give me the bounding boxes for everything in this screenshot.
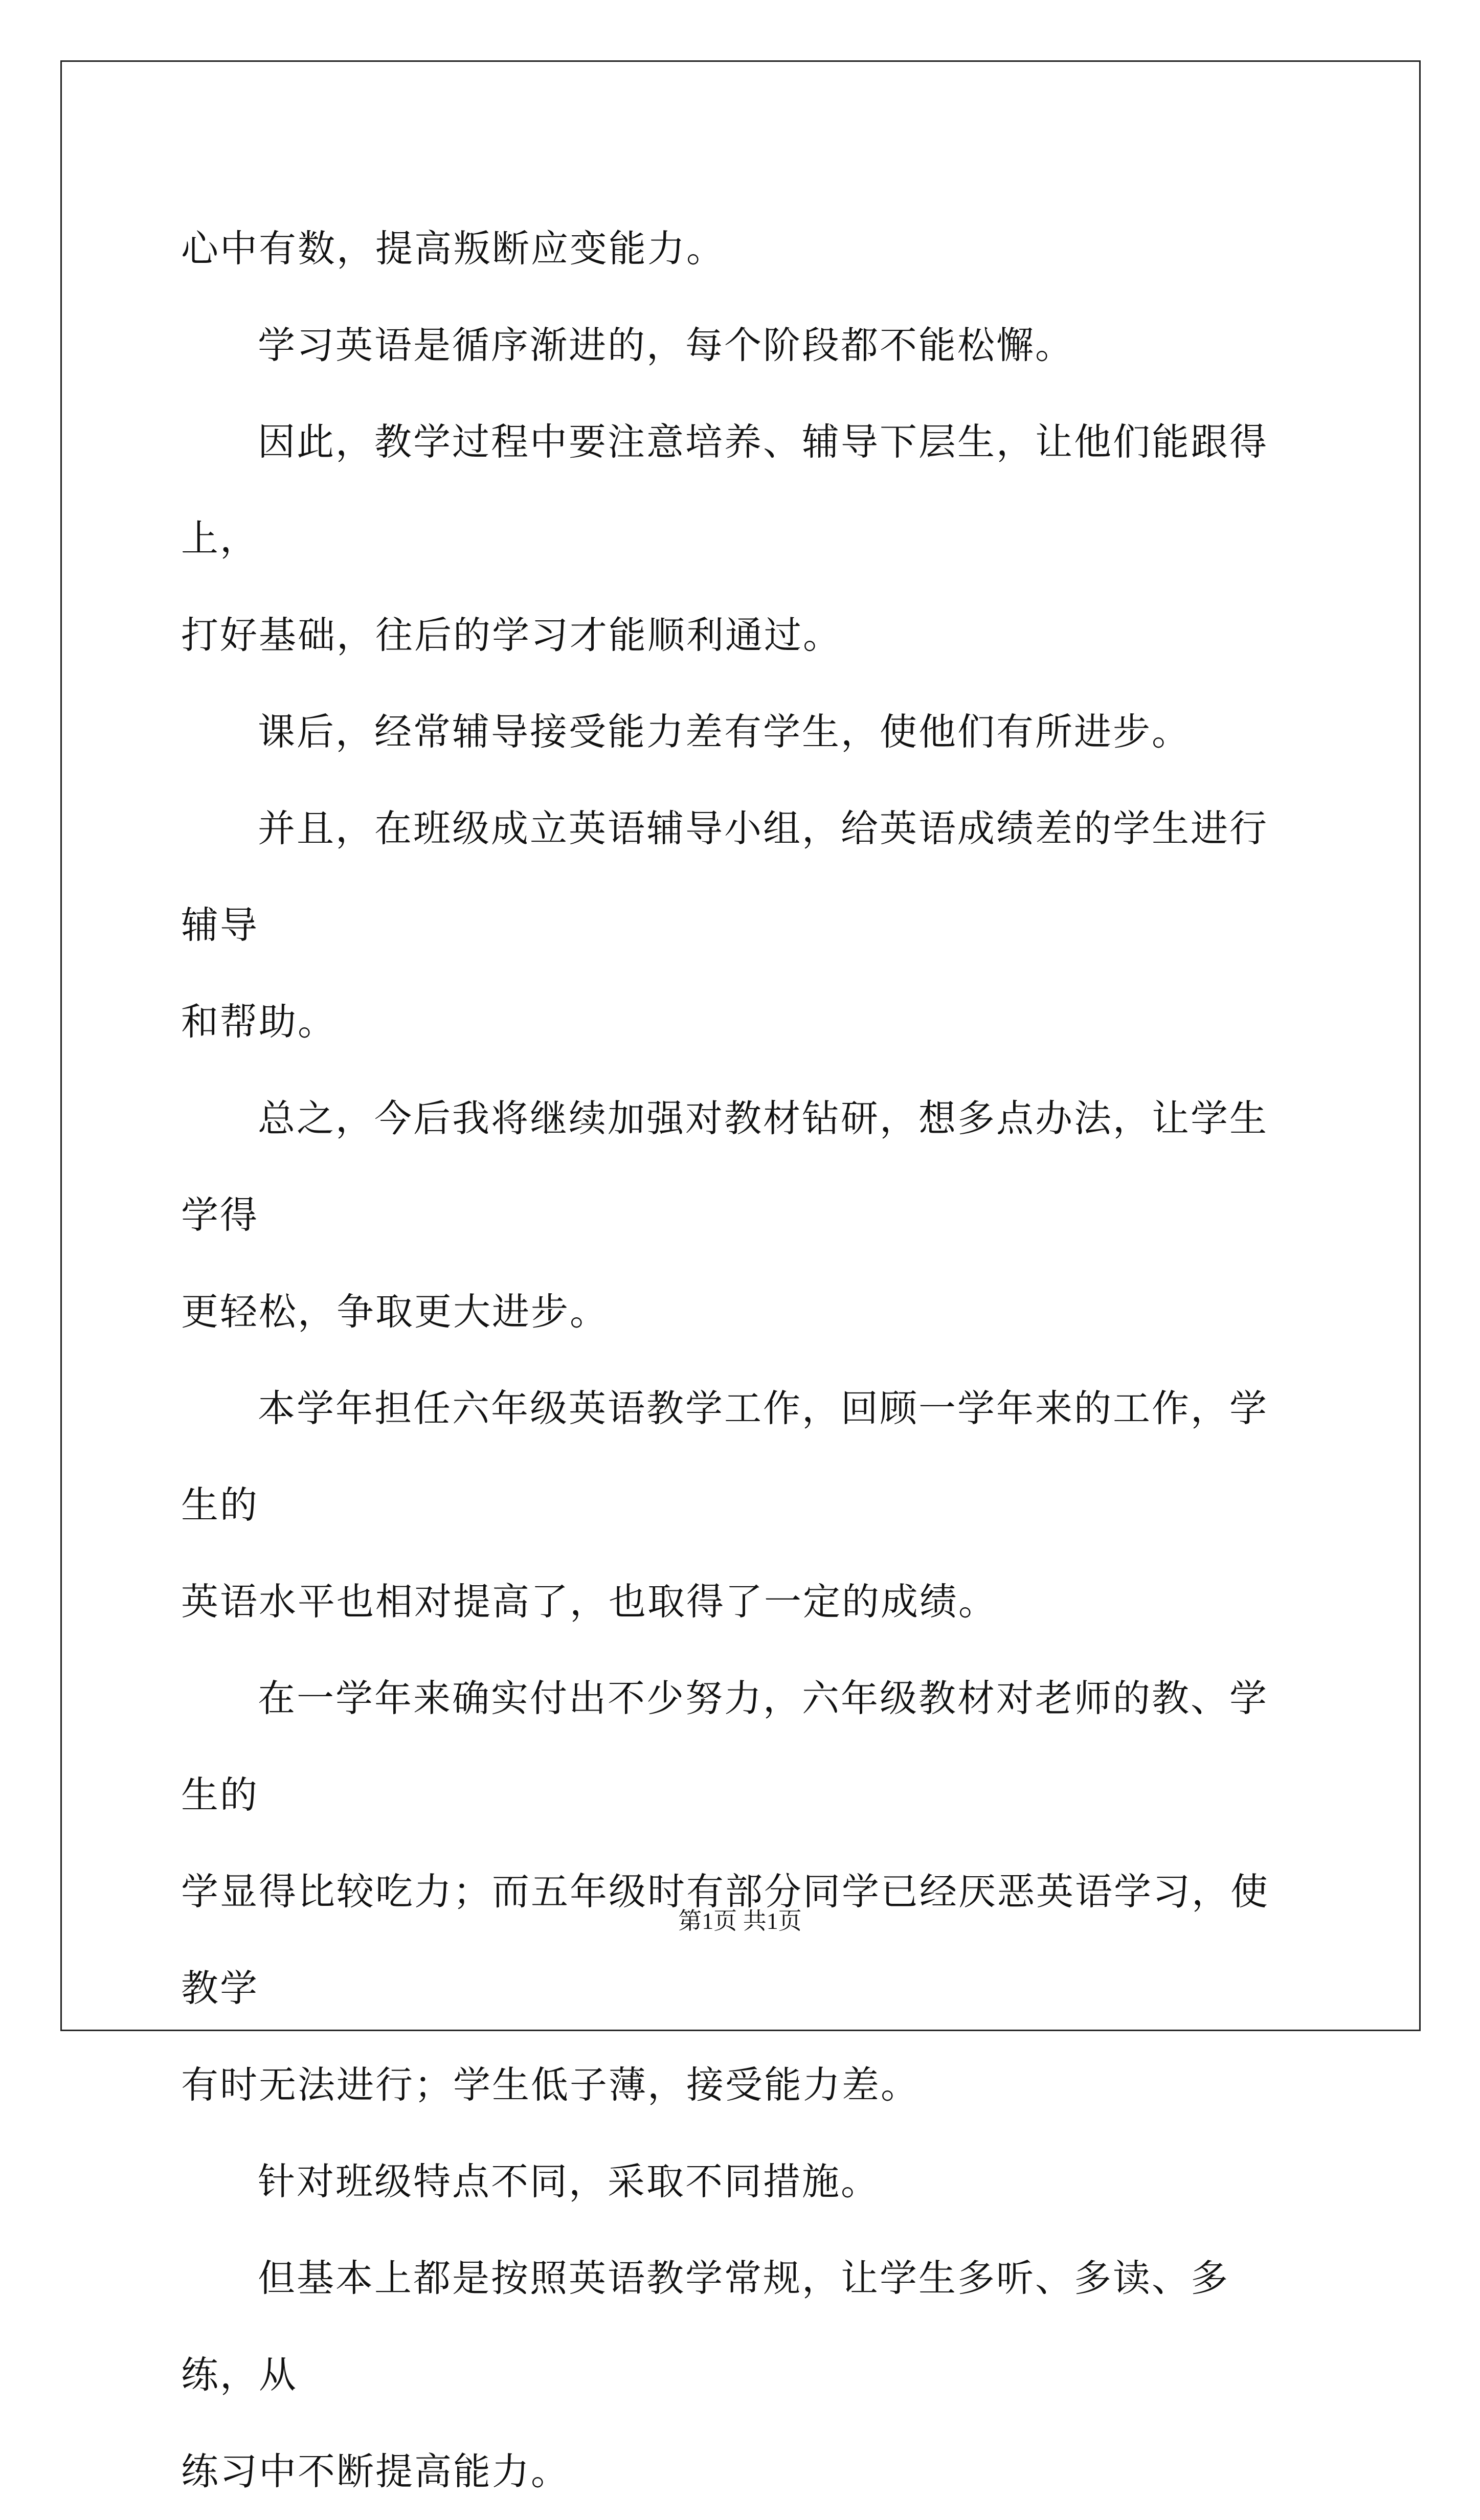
text-line: 学习英语是循序渐进的，每个阶段都不能松懈。 — [258, 324, 1074, 367]
text-line: 但基本上都是按照英语教学常规，让学生多听、多读、多练，从 — [181, 2257, 1229, 2397]
text-line: 总之，今后我将继续加强对教材钻研，想多点办法，让学生学得 — [181, 1097, 1268, 1237]
text-line: 有时无法进行；学生低子薄，接受能力差。 — [181, 2063, 920, 2107]
text-line: 心中有数，提高叛断应变能力。 — [181, 227, 725, 271]
text-line: 本学年担任六年级英语教学工作，回顾一学年来的工作，学生的 — [181, 1387, 1268, 1527]
text-line: 因此，教学过程中要注意培养、辅导下层生，让他们能跟得上， — [181, 420, 1268, 560]
text-line: 英语水平也相对提高了，也取得了一定的成绩。 — [181, 1580, 997, 1624]
text-line: 打好基础，往后的学习才能顺利通过。 — [181, 614, 842, 657]
text-line: 并且，在班级成立英语辅导小组，给英语成绩差的学生进行辅导 — [181, 807, 1268, 947]
text-line: 和帮助。 — [181, 1000, 337, 1044]
text-line: 针对班级特点不同，采取不同措施。 — [258, 2160, 880, 2203]
text-line: 更轻松，争取更大进步。 — [181, 1290, 609, 1334]
text-line: 课后，经常辅导接受能力差有学生，使他们有所进步。 — [258, 710, 1191, 754]
page-number: 第1页 共1页 — [678, 1908, 802, 1934]
text-line: 练习中不断提高能力。 — [181, 2450, 570, 2493]
document-body — [181, 200, 1301, 2520]
text-line: 在一学年来确实付出不少努力，六年级教材对老师的教、学生的 — [181, 1677, 1268, 1817]
text-line: 学显得比较吃力；而五年级时有部分同学已经厌恶英语学习，使教学 — [181, 1870, 1269, 2010]
